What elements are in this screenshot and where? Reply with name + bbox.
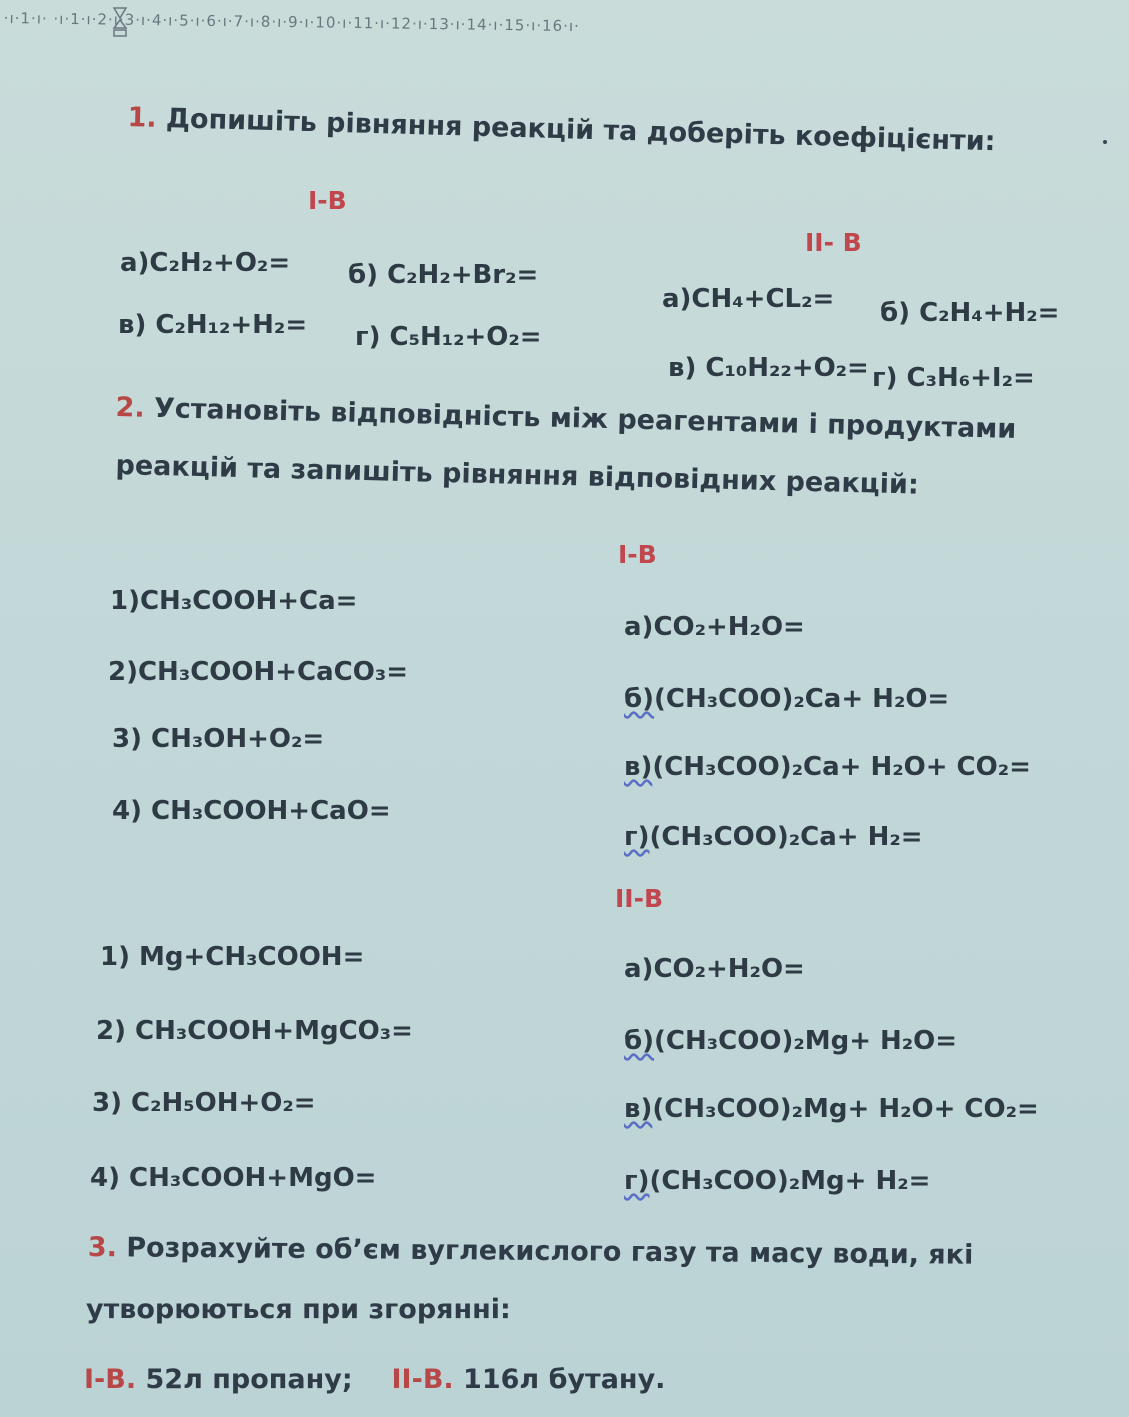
task2-v1-left-2: 2)CH₃COOH+CaCO₃= <box>108 657 409 687</box>
task2-v1-left-3: 3) CH₃OH+O₂= <box>112 724 325 754</box>
task3-text-line1: Розрахуйте об’єм вуглекислого газу та масу води, які <box>116 1232 974 1271</box>
task1-v1-v: в) C₂H₁₂+H₂= <box>118 310 308 340</box>
task1-v1-a: а)C₂H₂+O₂= <box>120 248 291 278</box>
task1-text: Допишіть рівняння реакцій та доберіть коефіцієнти: <box>156 102 996 158</box>
task3-variants <box>84 1364 665 1395</box>
task1-variant1-label: І-В <box>308 186 347 215</box>
task2-v1-right-a <box>624 612 805 642</box>
task3-heading-line1 <box>88 1232 974 1271</box>
task2-v1-letter-g: г) <box>624 822 650 852</box>
task1-variant2-label: ІІ- В <box>805 228 862 257</box>
task2-v2-letter-g: г) <box>624 1166 650 1196</box>
task2-variant1-label: І-В <box>618 540 657 569</box>
task2-v2-letter-b: б) <box>624 1026 655 1056</box>
task2-v1-product-v: (CH₃COO)₂Ca+ H₂O+ CO₂= <box>652 752 1031 782</box>
task1-v1-g: г) C₅H₁₂+O₂= <box>355 322 542 352</box>
task2-v1-left-4: 4) CH₃COOH+CaO= <box>112 796 391 826</box>
task2-number: 2. <box>115 392 146 424</box>
task2-v1-left-1: 1)CH₃COOH+Ca= <box>110 586 358 616</box>
task3-v1-label: І-В. <box>84 1364 137 1395</box>
task2-v1-product-a: CO₂+H₂O= <box>653 612 805 642</box>
task2-v2-product-a: CO₂+H₂O= <box>653 954 805 984</box>
task2-v1-right-g <box>624 822 923 852</box>
task3-v1-text: 52л пропану; <box>136 1364 353 1395</box>
task1-number: 1. <box>127 102 158 134</box>
task1-v2-g: г) C₃H₆+I₂= <box>872 363 1035 393</box>
task3-number: 3. <box>87 1232 118 1264</box>
task1-v2-v: в) C₁₀H₂₂+O₂= <box>668 353 869 383</box>
task3-v2-text: 116л бутану. <box>453 1364 666 1395</box>
task3-heading-line2: утворюються при згорянні: <box>86 1294 511 1325</box>
task2-v1-letter-b: б) <box>624 684 655 714</box>
task3-v2-label: ІІ-В. <box>391 1364 454 1395</box>
task2-v2-product-g: (CH₃COO)₂Mg+ H₂= <box>649 1166 931 1196</box>
task2-v2-right-a <box>624 954 805 984</box>
task2-heading-line1 <box>115 392 1016 445</box>
task2-v1-right-b <box>624 684 949 714</box>
task2-variant2-label: ІІ-В <box>615 884 664 913</box>
task2-v2-letter-a: а) <box>624 954 654 984</box>
task2-v1-product-b: (CH₃COO)₂Ca+ H₂O= <box>654 684 950 714</box>
task2-text-line1: Установіть відповідність між реагентами і продуктами <box>144 392 1017 446</box>
task1-v2-a: а)CH₄+CL₂= <box>662 284 835 314</box>
task2-v2-right-g <box>624 1166 930 1196</box>
task2-v2-right-b <box>624 1026 957 1056</box>
ruler-scale: ·ı·1·ı· ·ı·1·ı·2·ı·3·ı·4·ı·5·ı·6·ı·7·ı·8·ı·9·ı·10·ı·11·ı·12·ı·13·ı·14·ı·15·ı·16·ı· <box>3 9 581 36</box>
task2-heading-line2: реакцій та запишіть рівняння відповідних реакцій: <box>115 450 920 501</box>
task2-v2-left-3: 3) C₂H₅OH+O₂= <box>92 1088 316 1118</box>
task2-v2-letter-v: в) <box>624 1094 653 1124</box>
task2-v2-left-2: 2) CH₃COOH+MgCO₃= <box>96 1016 413 1046</box>
task2-v2-right-v <box>624 1094 1039 1124</box>
task2-v1-letter-v: в) <box>624 752 653 782</box>
task1-heading <box>127 102 996 157</box>
task2-v2-product-v: (CH₃COO)₂Mg+ H₂O+ CO₂= <box>652 1094 1039 1124</box>
task2-v1-product-g: (CH₃COO)₂Ca+ H₂= <box>649 822 923 852</box>
task2-v2-left-4: 4) CH₃COOH+MgO= <box>90 1163 377 1193</box>
task2-v1-letter-a: а) <box>624 612 654 642</box>
task2-v1-right-v <box>624 752 1031 782</box>
task1-v2-b: б) C₂H₄+H₂= <box>880 298 1060 328</box>
task2-v2-product-b: (CH₃COO)₂Mg+ H₂O= <box>654 1026 958 1056</box>
task1-v1-b: б) C₂H₂+Br₂= <box>348 260 539 290</box>
task2-v2-left-1: 1) Mg+CH₃COOH= <box>100 942 365 972</box>
